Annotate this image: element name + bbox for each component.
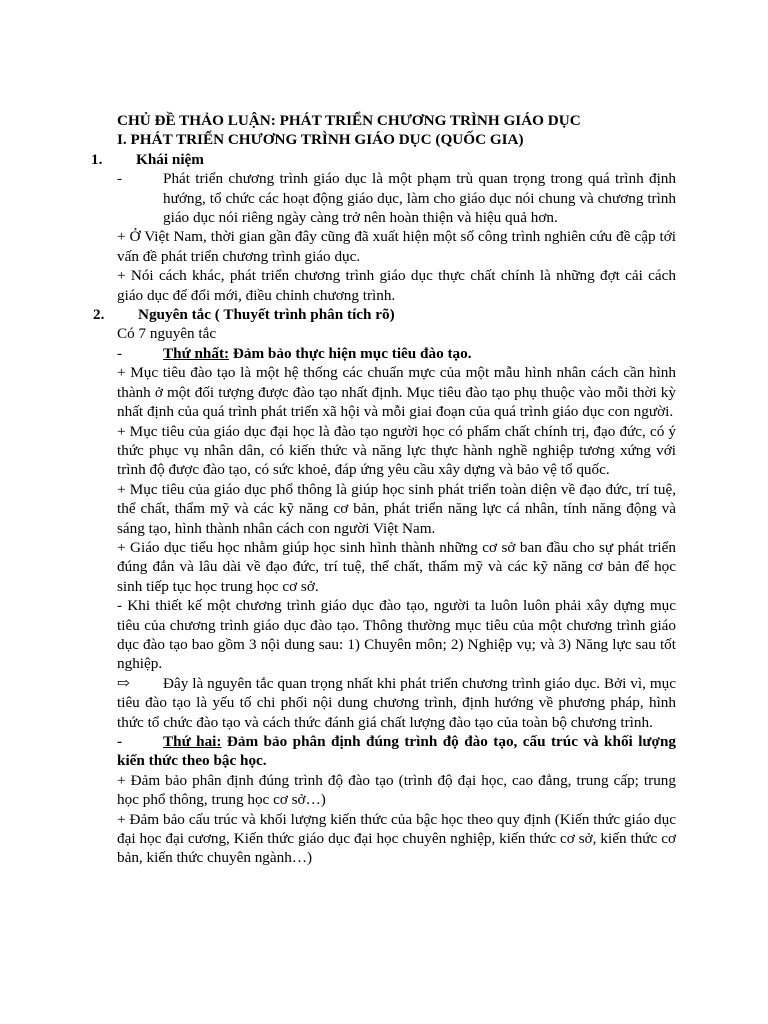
document-title: CHỦ ĐỀ THẢO LUẬN: PHÁT TRIỂN CHƯƠNG TRÌNH GIÁO DỤC — [117, 112, 581, 129]
principle-one — [117, 344, 676, 363]
principle-label: Thứ nhất: — [163, 344, 230, 362]
paragraph-conclusion — [117, 674, 676, 732]
paragraph-vietnam: + Ở Việt Nam, thời gian gần đây cũng đã xuất hiện một số công trình nghiên cứu đề cập tới vấn đề phát triển chương trình giáo dục. — [117, 228, 676, 265]
subheading-khai-niem — [91, 150, 676, 169]
principle-two — [117, 732, 676, 771]
subheading-label: Khái niệm — [136, 150, 204, 168]
subheading-number: 2. — [93, 306, 105, 324]
section-heading-i: I. PHÁT TRIỂN CHƯƠNG TRÌNH GIÁO DỤC (QUỐC GIA) — [117, 131, 524, 149]
paragraph-goal-definition: + Mục tiêu đào tạo là một hệ thống các chuẩn mực của một mẫu hình nhân cách cần hình thành ở một đối tượng được đào tạo nhất định. Mục tiêu đào tạo phụ thuộc vào mỗi thời kỳ nhất định của quá trình phát triển xã hội và mỗi giai đoạn của quá trình giáo dục con người. — [117, 364, 676, 421]
bullet-dash: - — [117, 733, 123, 750]
paragraph-level-division: + Đảm bảo phân định đúng trình độ đào tạo (trình độ đại học, cao đẳng, trung cấp; trung học phổ thông, trung học cơ sở…) — [117, 771, 676, 809]
paragraph-primary-goal: + Giáo dục tiểu học nhằm giúp học sinh hình thành những cơ sở ban đầu cho sự phát triển đúng đắn và lâu dài về đạo đức, trí tuệ, thể chất, thẩm mỹ và các kỹ năng cơ bản để học sinh tiếp tục học trung học cơ sở. — [117, 538, 676, 595]
subheading-nguyen-tac — [93, 305, 676, 324]
principle-label: Thứ hai: — [163, 733, 222, 750]
principle-text: Đảm bảo phân định đúng trình độ đào tạo, cấu trúc và khối lượng kiến thức theo bậc học. — [117, 733, 676, 770]
paragraph-definition — [117, 169, 676, 227]
paragraph-university-goal: + Mục tiêu của giáo dục đại học là đào tạo người học có phẩm chất chính trị, đạo đức, có ý thức phục vụ nhân dân, có kiến thức và năng lực thực hành nghề nghiệp tương xứng với trình độ được đào tạo, có sức khoẻ, đáp ứng yêu cầu xây dựng và bảo vệ tổ quốc. — [117, 422, 676, 479]
paragraph-general-goal: + Mục tiêu của giáo dục phổ thông là giúp học sinh phát triển toàn diện về đạo đức, trí tuệ, thể chất, thẩm mỹ và các kỹ năng cơ bản, phát triển năng lực cá nhân, tính năng động và sáng tạo, hình thành nhân cách con người Việt Nam. — [117, 480, 676, 537]
subheading-label: Nguyên tắc ( Thuyết trình phân tích rõ) — [138, 306, 395, 324]
paragraph-text: Đây là nguyên tắc quan trọng nhất khi phát triển chương trình giáo dục. Bởi vì, mục tiêu đào tạo là yếu tố chi phối nội dung chương trình, định hướng về phương pháp, hình thức tổ chức đào tạo và cách thức đánh giá chất lượng đào tạo của toàn bộ chương trình. — [117, 674, 676, 731]
principle-text: Đảm bảo thực hiện mục tiêu đào tạo. — [229, 344, 472, 362]
bullet-dash: - — [117, 170, 123, 188]
paragraph-knowledge-structure: + Đảm bảo cấu trúc và khối lượng kiến thức của bậc học theo quy định (Kiến thức giáo dục đại học đại cương, Kiến thức giáo dục đại học chuyên nghiệp, kiến thức cơ sở, kiến thức cơ bản, kiến thức chuyên ngành…) — [117, 810, 676, 867]
subheading-number: 1. — [91, 150, 103, 168]
paragraph-seven-principles: Có 7 nguyên tắc — [117, 325, 217, 343]
paragraph-design-goal: - Khi thiết kế một chương trình giáo dục đào tạo, người ta luôn luôn phải xây dựng mục tiêu của chương trình giáo dục đào tạo. Thông thường mục tiêu của một chương trình giáo dục đào tạo bao gồm 3 nội dung sau: 1) Chuyên môn; 2) Nghiệp vụ; và 3) Năng lực sau tốt nghiệp. — [117, 597, 676, 673]
arrow-icon: ⇨ — [117, 674, 130, 692]
paragraph-text: Phát triển chương trình giáo dục là một phạm trù quan trọng trong quá trình định hướng, tổ chức các hoạt động giáo dục, làm cho giáo dục nói chung và chương trình giáo dục nói riêng ngày càng trở nên hoàn thiện và hiệu quả hơn. — [163, 170, 676, 227]
bullet-dash: - — [117, 344, 123, 362]
paragraph-reform: + Nói cách khác, phát triển chương trình giáo dục thực chất chính là những đợt cải cách giáo dục để đổi mới, điều chỉnh chương trình. — [117, 267, 676, 304]
